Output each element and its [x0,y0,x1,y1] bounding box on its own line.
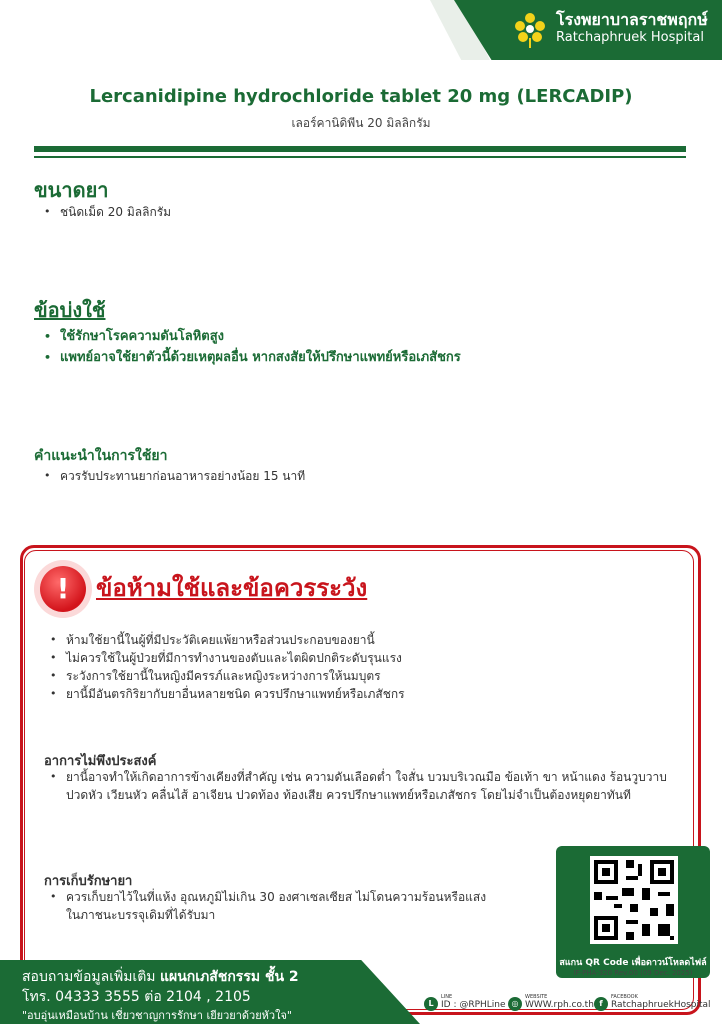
globe-icon: ◎ [508,997,522,1011]
website-label: WEBSITE [525,994,548,1000]
drug-title: Lercanidipine hydrochloride tablet 20 mg (LERCADIP) [89,86,633,107]
line-label: LINE [441,994,453,1000]
list-item: • ยานี้มีอันตรกิริยากับยาอื่นหลายชนิด ควรปรึกษาแพทย์หรือเภสัชกร [50,685,405,703]
list-item: • ควรเก็บยาไว้ในที่แห้ง อุณหภูมิไม่เกิน 30 องศาเซลเซียส ไม่โดนความร้อนหรือแสง ในภาชนะบรรจุเดิมที่ได้รับมา [50,888,490,924]
warning-heading: ข้อห้ามใช้และข้อควรระวัง [96,574,368,602]
side-effects-list [50,768,680,804]
facebook-label: FACEBOOK [611,994,638,1000]
indications-heading: ข้อบ่งใช้ [34,298,106,322]
footer-phone[interactable]: โทร. 04333 3555 ต่อ 2104 , 2105 [22,989,251,1005]
ratchaphruek-flower-logo-icon [512,10,548,50]
title-divider-thick [34,146,686,152]
facebook-icon: f [594,997,608,1011]
indications-list [44,326,461,368]
footer-department: แผนกเภสัชกรรม ชั้น 2 [160,969,299,985]
side-effects-heading: อาการไม่พึงประสงค์ [44,754,157,769]
contraindication-list [50,631,405,703]
hospital-name-english: Ratchaphruek Hospital [556,30,704,45]
line-contact[interactable] [424,994,510,1014]
warning-exclamation-icon: ! [40,566,86,612]
footer-contact-prefix: สอบถามข้อมูลเพิ่มเติม [22,969,160,985]
usage-heading: คำแนะนำในการใช้ยา [34,448,168,464]
facebook-page: RatchaphruekHospital [611,1000,711,1010]
drug-subtitle-thai: เลอร์คานิดิพีน 20 มิลลิกรัม [291,116,431,130]
facebook-link[interactable] [594,994,714,1014]
list-item: • ชนิดเม็ด 20 มิลลิกรัม [44,203,171,221]
storage-heading: การเก็บรักษายา [44,874,133,889]
usage-list [44,467,305,485]
dosage-heading: ขนาดยา [34,178,109,202]
list-item: • ห้ามใช้ยานี้ในผู้ที่มีประวัติเคยแพ้ยาหรือส่วนประกอบของยานี้ [50,631,405,649]
list-item: • แพทย์อาจใช้ยาตัวนี้ด้วยเหตุผลอื่น หากสงสัยให้ปรึกษาแพทย์หรือเภสัชกร [44,347,461,368]
dosage-list [44,203,171,221]
document-code: IF-PHA-320 Rev.00 (09 Dec. 2025) [573,969,693,977]
qr-code-icon[interactable] [590,856,678,944]
footer-slogan: "อบอุ่นเหมือนบ้าน เชี่ยวชาญการรักษา เยียวยาด้วยหัวใจ" [22,1009,292,1022]
title-divider-thin [34,156,686,158]
storage-list [50,888,490,924]
website-url: WWW.rph.co.th [525,1000,594,1010]
qr-caption: สแกน QR Code เพื่อดาวน์โหลดไฟล์ [559,958,707,968]
list-item: • ไม่ควรใช้ในผู้ป่วยที่มีการทำงานของตับและไตผิดปกติระดับรุนแรง [50,649,405,667]
list-item: • ระวังการใช้ยานี้ในหญิงมีครรภ์และหญิงระหว่างการให้นมบุตร [50,667,405,685]
list-item: • ยานี้อาจทำให้เกิดอาการข้างเคียงที่สำคัญ เช่น ความดันเลือดต่ำ ใจสั่น บวมบริเวณมือ ข้อเท้า ขา หน้าแดง ร้อนวูบวาบ ปวดหัว เวียนหัว คลื่นไส้ อาเจียน ปวดท้อง ท้องเสีย ควรปรึกษาแพทย์หรือเภสัชกร โดยไม่จำเป็นต้องหยุดยาทันที [50,768,680,804]
website-link[interactable] [508,994,594,1014]
hospital-name-thai: โรงพยาบาลราชพฤกษ์ [556,10,708,29]
line-id: ID : @RPHLine [441,1000,506,1010]
list-item: • ใช้รักษาโรคความดันโลหิตสูง [44,326,461,347]
footer-contact-line [22,966,299,988]
list-item: • ควรรับประทานยาก่อนอาหารอย่างน้อย 15 นาที [44,467,305,485]
line-icon: L [424,997,438,1011]
